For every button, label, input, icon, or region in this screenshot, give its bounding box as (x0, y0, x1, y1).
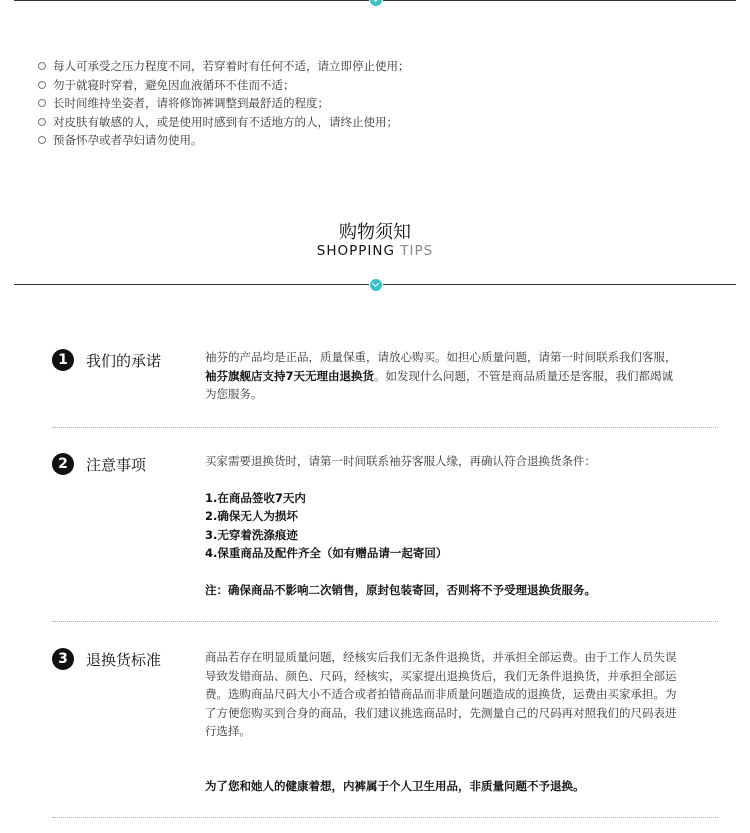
section-notice-header (52, 453, 146, 475)
section-title: 退换货标准 (86, 650, 162, 669)
section-separator (52, 427, 718, 428)
tips-divider-check-icon (369, 278, 383, 292)
circle-bullet-icon (38, 99, 46, 107)
section-promise-header (52, 349, 161, 371)
circle-bullet-icon (38, 62, 46, 70)
section-return-standard-header (52, 648, 161, 670)
shopping-tips-subtitle: SHOPPING TIPS (316, 243, 434, 259)
section-return-standard-body: 商品若存在明显质量问题，经核实后我们无条件退换货，并承担全部运费。由于工作人员失误 导致发错商品、颜色、尺码，经核实，买家提出退换货后，我们无条件退换货，并承担全部运 费。选购商品尺码大小不适合或者拍错商品而非质量问题造成的退换货，运费由买家承担。为 了方便您购买到合身的商品，我们建议挑选商品时，先测量自己的尺码再对照我们的尺码表进 行选择。 (205, 650, 677, 738)
top-divider-check-icon (369, 0, 383, 7)
section-title: 我们的承诺 (86, 351, 162, 370)
circle-bullet-icon (38, 136, 46, 144)
shopping-tips-title: 购物须知 (339, 222, 411, 243)
circle-bullet-icon (38, 81, 46, 89)
notice-item: 长时间维持坐姿者，请将修饰裤调整到最舒适的程度； (38, 94, 410, 113)
circle-bullet-icon (38, 118, 46, 126)
section-title: 注意事项 (86, 455, 147, 474)
section-separator (52, 817, 718, 818)
number-badge-icon: 2 (52, 453, 74, 475)
section-separator (52, 621, 718, 622)
notice-item: 每人可承受之压力程度不同，若穿着时有任何不适，请立即停止使用； (38, 57, 410, 76)
notice-item: 勿于就寝时穿着，避免因血液循环不佳而不适； (38, 76, 410, 95)
section-promise-body: 袖芬的产品均是正品，质量保重，请放心购买。如担心质量问题，请第一时间联系我们客服， 袖芬旗舰店支持7天无理由退换货。如发现什么问题，不管是商品质量还是客服，我们都竭诚 为您服务。 (205, 350, 677, 401)
usage-notice-list (38, 57, 410, 150)
condition-item-4: 4.保重商品及配件齐全（如有赠品请一起寄回） (205, 546, 448, 560)
notice-item: 对皮肤有敏感的人，或是使用时感到有不适地方的人，请终止使用； (38, 113, 410, 132)
number-badge-icon: 3 (52, 648, 74, 670)
section-return-standard-note: 为了您和她人的健康着想，内裤属于个人卫生用品，非质量问题不予退换。 (205, 779, 585, 793)
section-notice-body: 买家需要退换货时，请第一时间联系袖芬客服人缘，再确认符合退换货条件： 1.在商品签收7天内 2.确保无人为损坏 3.无穿着洗涤痕迹 4.保重商品及配件齐全（如有赠品请一起寄回） 注：确保商品不影响二次销售，原封包装寄回，否则将不予受理退换货服务。 (205, 452, 705, 599)
notice-item: 预备怀孕或者孕妇请勿使用。 (38, 131, 410, 150)
number-badge-icon: 1 (52, 349, 74, 371)
